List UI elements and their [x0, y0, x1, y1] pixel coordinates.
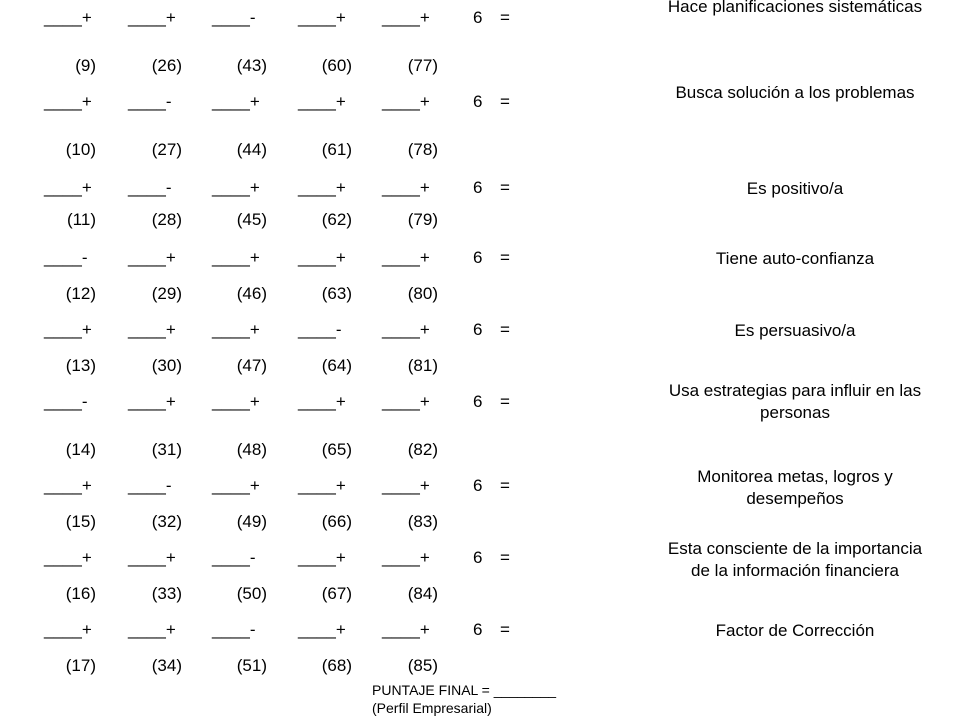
blank-field-4[interactable]: ____+	[298, 178, 346, 197]
blank-field-4[interactable]: ____+	[298, 548, 346, 567]
item-number: (62)	[321, 210, 352, 229]
item-number: (63)	[321, 284, 352, 303]
equals-sign: =	[500, 92, 510, 111]
blank-field-4[interactable]: ____+	[298, 620, 346, 639]
equals-sign: =	[500, 548, 510, 567]
blank-field-5[interactable]: ____+	[382, 548, 430, 567]
blank-field-2[interactable]: ____+	[128, 248, 176, 267]
item-number: (10)	[65, 140, 96, 159]
blank-field-2[interactable]: ____+	[128, 320, 176, 339]
item-number: (27)	[151, 140, 182, 159]
blank-field-1[interactable]: ____+	[44, 620, 92, 639]
blank-field-5[interactable]: ____+	[382, 92, 430, 111]
trait-description: Es positivo/a	[746, 179, 844, 198]
blank-field-3[interactable]: ____+	[212, 92, 260, 111]
item-number: (17)	[65, 656, 96, 675]
item-number: (14)	[65, 440, 96, 459]
trait-description: Esta consciente de la importancia de la información financiera	[667, 539, 923, 580]
blank-field-1[interactable]: ____+	[44, 320, 92, 339]
item-number: (12)	[65, 284, 96, 303]
blank-field-4[interactable]: ____+	[298, 8, 346, 27]
item-number: (80)	[407, 284, 438, 303]
item-number: (78)	[407, 140, 438, 159]
blank-field-4[interactable]: ____+	[298, 248, 346, 267]
final-score-label: PUNTAJE FINAL = ________	[372, 682, 557, 698]
item-number: (46)	[236, 284, 267, 303]
trait-description: Busca solución a los problemas	[675, 83, 915, 102]
item-number: (83)	[407, 512, 438, 531]
item-number: (65)	[321, 440, 352, 459]
blank-field-4[interactable]: ____+	[298, 392, 346, 411]
total-value: 6	[473, 476, 483, 495]
total-value: 6	[473, 8, 483, 27]
trait-description: Usa estrategias para influir en las personas	[668, 381, 922, 422]
blank-field-3[interactable]: ____+	[212, 476, 260, 495]
blank-field-2[interactable]: ____+	[128, 8, 176, 27]
trait-description: Hace planificaciones sistemáticas	[667, 0, 923, 16]
item-number: (49)	[236, 512, 267, 531]
blank-field-3[interactable]: ____+	[212, 248, 260, 267]
item-number: (16)	[65, 584, 96, 603]
item-number: (45)	[236, 210, 267, 229]
blank-field-2[interactable]: ____-	[128, 92, 172, 111]
total-value: 6	[473, 620, 483, 639]
equals-sign: =	[500, 320, 510, 339]
equals-sign: =	[500, 476, 510, 495]
blank-field-4[interactable]: ____+	[298, 92, 346, 111]
blank-field-5[interactable]: ____+	[382, 392, 430, 411]
trait-description: Monitorea metas, logros y desempeños	[697, 467, 893, 508]
blank-field-1[interactable]: ____-	[44, 392, 88, 411]
item-number: (29)	[151, 284, 182, 303]
equals-sign: =	[500, 248, 510, 267]
item-number: (47)	[236, 356, 267, 375]
item-number: (31)	[151, 440, 182, 459]
item-number: (68)	[321, 656, 352, 675]
blank-field-5[interactable]: ____+	[382, 476, 430, 495]
blank-field-3[interactable]: ____-	[212, 8, 256, 27]
item-number: (67)	[321, 584, 352, 603]
item-number: (77)	[407, 56, 438, 75]
blank-field-3[interactable]: ____+	[212, 320, 260, 339]
item-number: (85)	[407, 656, 438, 675]
item-number: (26)	[151, 56, 182, 75]
item-number: (9)	[75, 56, 96, 75]
blank-field-1[interactable]: ____-	[44, 248, 88, 267]
item-number: (51)	[236, 656, 267, 675]
blank-field-1[interactable]: ____+	[44, 476, 92, 495]
blank-field-5[interactable]: ____+	[382, 248, 430, 267]
item-number: (44)	[236, 140, 267, 159]
equals-sign: =	[500, 178, 510, 197]
item-number: (11)	[67, 210, 96, 229]
equals-sign: =	[500, 392, 510, 411]
item-number: (60)	[321, 56, 352, 75]
item-number: (28)	[151, 210, 182, 229]
total-value: 6	[473, 178, 483, 197]
trait-description: Factor de Corrección	[715, 621, 875, 640]
item-number: (64)	[321, 356, 352, 375]
trait-description: Es persuasivo/a	[734, 321, 856, 340]
blank-field-3[interactable]: ____-	[212, 548, 256, 567]
equals-sign: =	[500, 620, 510, 639]
item-number: (33)	[151, 584, 182, 603]
item-number: (82)	[407, 440, 438, 459]
blank-field-5[interactable]: ____+	[382, 178, 430, 197]
profile-label: (Perfil Empresarial)	[372, 700, 492, 716]
item-number: (84)	[407, 584, 438, 603]
item-number: (48)	[236, 440, 267, 459]
total-value: 6	[473, 320, 483, 339]
total-value: 6	[473, 392, 483, 411]
trait-description: Tiene auto-confianza	[715, 249, 875, 268]
item-number: (32)	[151, 512, 182, 531]
blank-field-2[interactable]: ____+	[128, 620, 176, 639]
item-number: (43)	[236, 56, 267, 75]
blank-field-1[interactable]: ____+	[44, 178, 92, 197]
blank-field-2[interactable]: ____+	[128, 548, 176, 567]
equals-sign: =	[500, 8, 510, 27]
item-number: (13)	[65, 356, 96, 375]
blank-field-1[interactable]: ____+	[44, 8, 92, 27]
blank-field-4[interactable]: ____+	[298, 476, 346, 495]
blank-field-3[interactable]: ____+	[212, 178, 260, 197]
item-number: (61)	[321, 140, 352, 159]
item-number: (15)	[65, 512, 96, 531]
blank-field-2[interactable]: ____+	[128, 392, 176, 411]
blank-field-1[interactable]: ____+	[44, 548, 92, 567]
blank-field-5[interactable]: ____+	[382, 8, 430, 27]
item-number: (79)	[407, 210, 438, 229]
total-value: 6	[473, 248, 483, 267]
total-value: 6	[473, 548, 483, 567]
item-number: (66)	[321, 512, 352, 531]
blank-field-3[interactable]: ____-	[212, 620, 256, 639]
item-number: (34)	[151, 656, 182, 675]
blank-field-5[interactable]: ____+	[382, 320, 430, 339]
blank-field-2[interactable]: ____-	[128, 178, 172, 197]
blank-field-4[interactable]: ____-	[298, 320, 342, 339]
blank-field-5[interactable]: ____+	[382, 620, 430, 639]
item-number: (30)	[151, 356, 182, 375]
item-number: (50)	[236, 584, 267, 603]
total-value: 6	[473, 92, 483, 111]
blank-field-1[interactable]: ____+	[44, 92, 92, 111]
blank-field-2[interactable]: ____-	[128, 476, 172, 495]
item-number: (81)	[407, 356, 438, 375]
blank-field-3[interactable]: ____+	[212, 392, 260, 411]
